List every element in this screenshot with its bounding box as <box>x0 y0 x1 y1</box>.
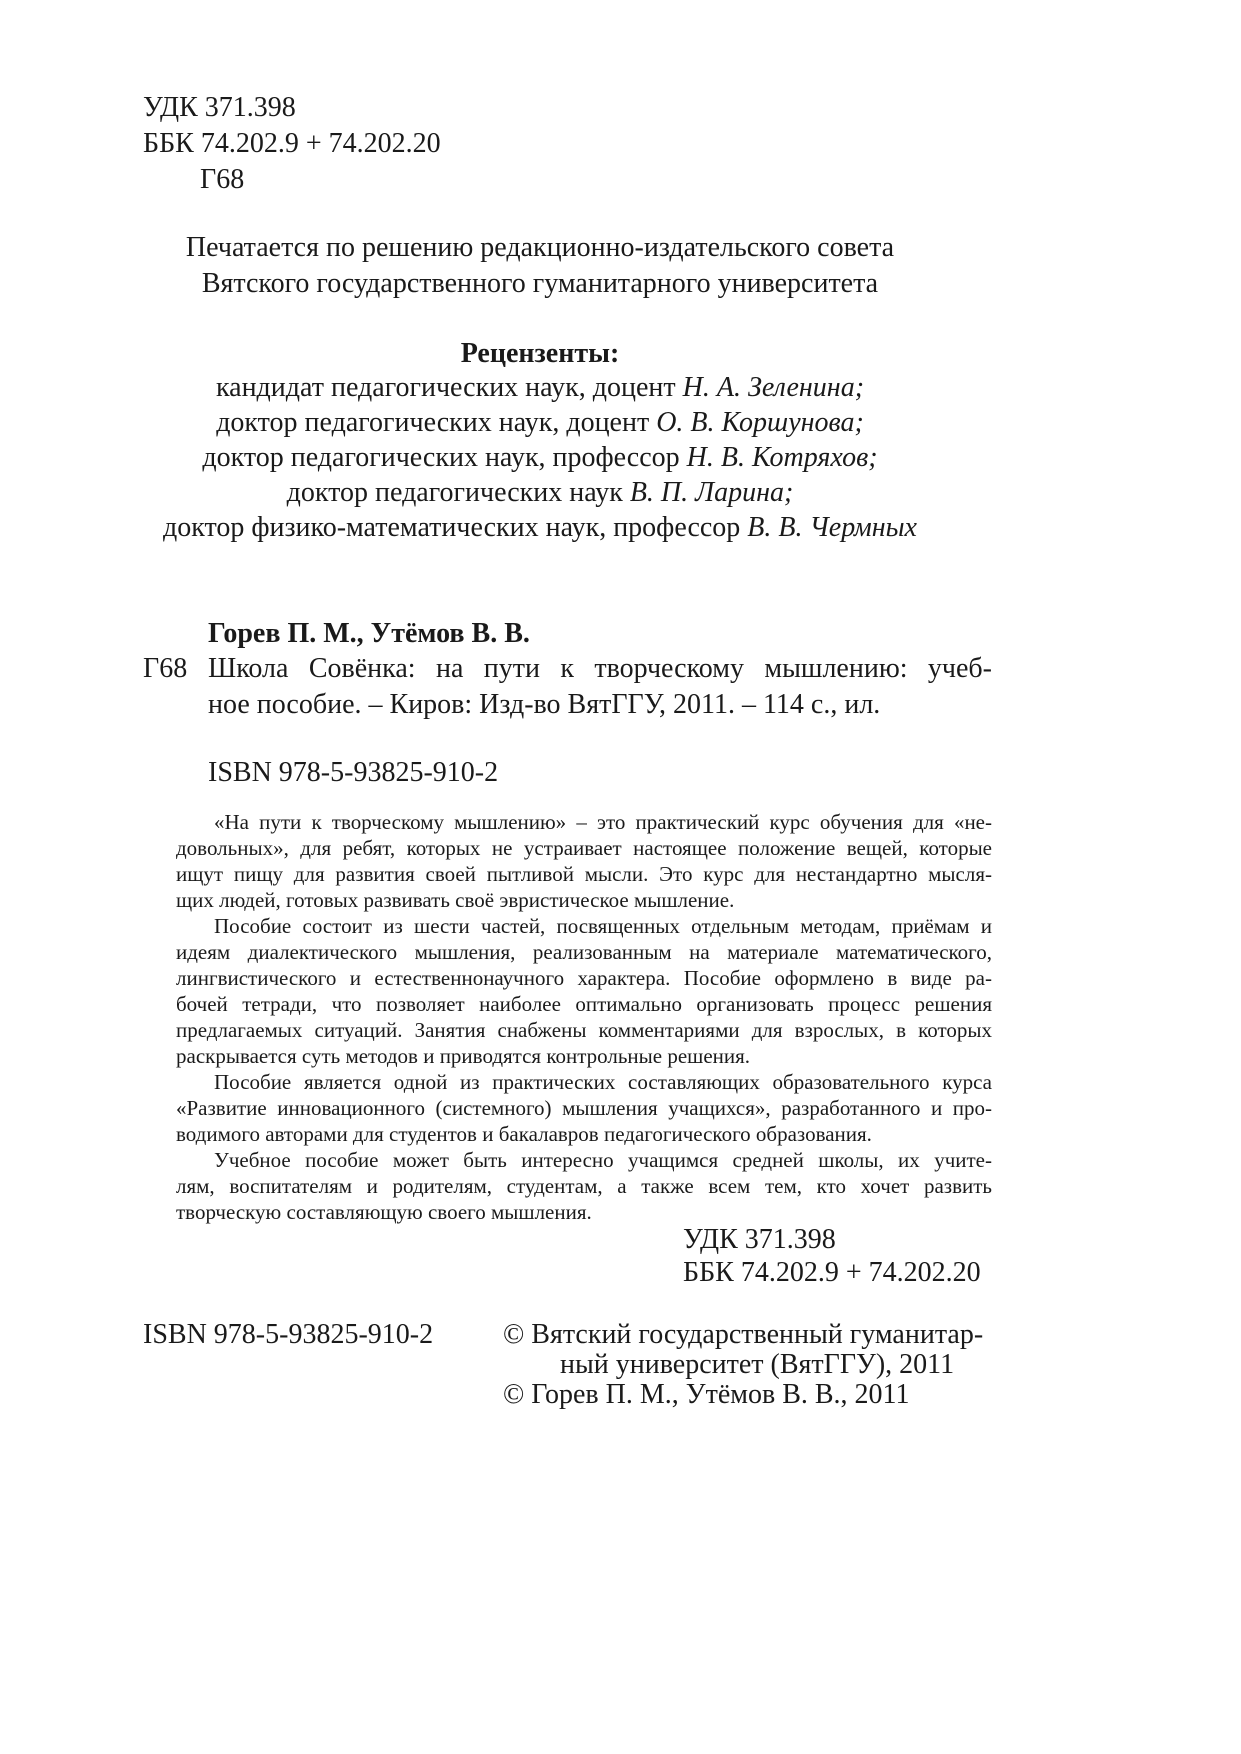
reviewer-title: доктор физико-математических наук, профессор <box>163 512 748 543</box>
abstract-line: «На пути к творческому мышлению» – это практический курс обучения для «не- <box>214 810 992 834</box>
reviewer-title: доктор педагогических наук, доцент <box>216 407 657 438</box>
abstract-line: творческую составляющую своего мышления. <box>176 1200 592 1224</box>
abstract-line: довольных», для ребят, которых не устраивает настоящее положение вещей, которые <box>176 836 992 860</box>
abstract-line: Пособие является одной из практических составляющих образовательного курса <box>214 1070 992 1094</box>
isbn-footer: ISBN 978-5-93825-910-2 <box>143 1319 434 1350</box>
copyright-university: © Вятский государственный гуманитар- <box>503 1319 984 1350</box>
reviewer <box>0 475 1080 511</box>
reviewer-name: О. В. Коршунова; <box>656 407 864 438</box>
abstract-line: ищут пищу для развития своей пытливой мысли. Это курс для нестандартно мысля- <box>176 862 992 886</box>
bib-title-line: ное пособие. – Киров: Изд-во ВятГГУ, 2011. – 114 с., ил. <box>208 689 881 720</box>
reviewer <box>0 405 1080 441</box>
udk-code: УДК 371.398 <box>143 92 296 123</box>
bbk-code-bottom: ББК 74.202.9 + 74.202.20 <box>683 1257 981 1288</box>
authors: Горев П. М., Утёмов В. В. <box>208 618 530 649</box>
abstract-line: водимого авторами для студентов и бакалавров педагогического образования. <box>176 1122 872 1146</box>
bbk-code: ББК 74.202.9 + 74.202.20 <box>143 128 441 159</box>
bib-mark: Г68 <box>143 653 188 684</box>
reviewer-title: доктор педагогических наук, профессор <box>202 442 687 473</box>
reviewer-title: кандидат педагогических наук, доцент <box>215 372 683 403</box>
reviewer <box>0 440 1080 476</box>
reviewer-name: Н. А. Зеленина; <box>682 372 865 403</box>
reviewer-name: Н. В. Котряхов; <box>686 442 878 473</box>
isbn: ISBN 978-5-93825-910-2 <box>208 757 499 788</box>
bib-title-line: Школа Совёнка: на пути к творческому мышлению: учеб- <box>208 653 992 684</box>
publication-note: Печатается по решению редакционно-издательского совета <box>185 232 895 263</box>
abstract-line: лингвистического и естественнонаучного характера. Пособие оформлено в виде ра- <box>176 966 992 990</box>
reviewer <box>0 510 1080 546</box>
abstract-line: Учебное пособие может быть интересно учащимся средней школы, их учите- <box>214 1148 992 1172</box>
reviewer-name: В. П. Ларина; <box>629 477 794 508</box>
abstract-line: раскрывается суть методов и приводятся контрольные решения. <box>176 1044 751 1068</box>
copyright-university-cont: ный университет (ВятГГУ), 2011 <box>560 1349 955 1380</box>
reviewer-name: В. В. Чермных <box>747 512 917 543</box>
reviewers-heading: Рецензенты: <box>460 338 620 369</box>
abstract-line: «Развитие инновационного (системного) мышления учащихся», разработанного и про- <box>176 1096 992 1120</box>
copyright-authors: © Горев П. М., Утёмов В. В., 2011 <box>503 1379 910 1410</box>
abstract-line: идеям диалектического мышления, реализованным на материале математического, <box>176 940 992 964</box>
reviewer-title: доктор педагогических наук <box>286 477 630 508</box>
publication-note: Вятского государственного гуманитарного университета <box>201 268 879 299</box>
author-mark: Г68 <box>200 164 245 195</box>
abstract-line: лям, воспитателям и родителям, студентам, а также всем тем, кто хочет развить <box>176 1174 992 1198</box>
abstract-line: щих людей, готовых развивать своё эвристическое мышление. <box>176 888 735 912</box>
abstract-line: бочей тетради, что позволяет наиболее оптимально организовать процесс решения <box>176 992 992 1016</box>
abstract-line: Пособие состоит из шести частей, посвященных отдельным методам, приёмам и <box>214 914 992 938</box>
udk-code-bottom: УДК 371.398 <box>683 1224 836 1255</box>
abstract-line: предлагаемых ситуаций. Занятия снабжены комментариями для взрослых, в которых <box>176 1018 992 1042</box>
reviewer <box>0 370 1080 406</box>
